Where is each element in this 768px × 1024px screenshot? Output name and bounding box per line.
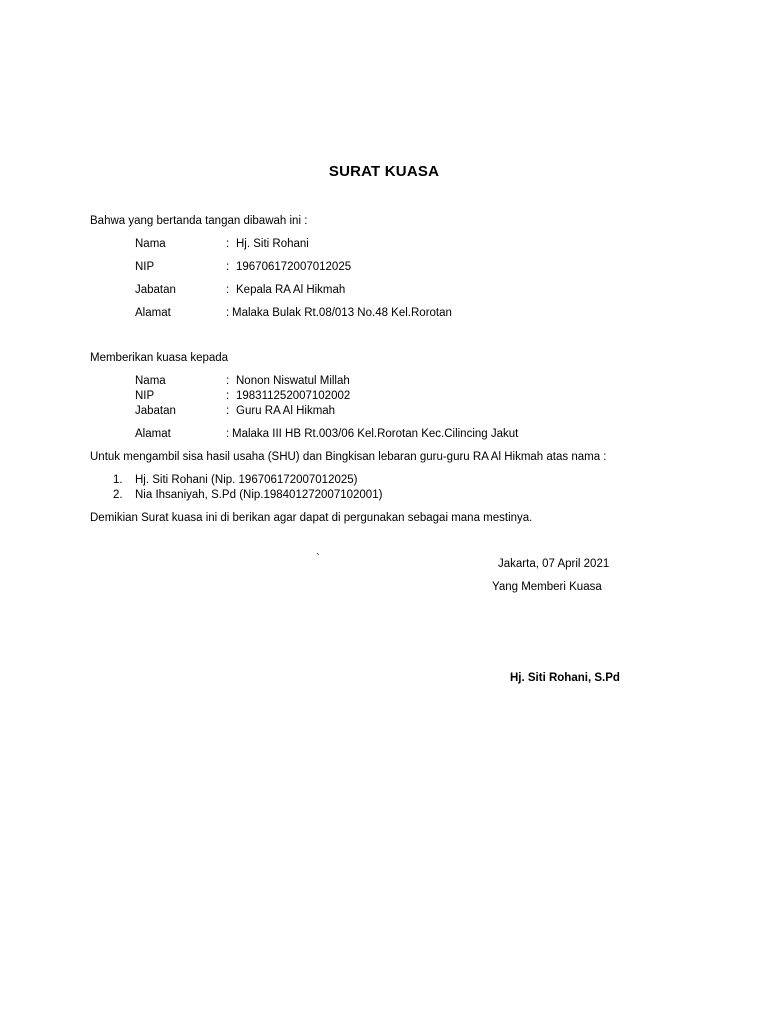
grantee-alamat-value: Malaka III HB Rt.003/06 Kel.Rorotan Kec.Cilincing Jakut xyxy=(232,428,519,440)
grantee-alamat-label: Alamat xyxy=(135,428,171,440)
grantee-jabatan-colon: : xyxy=(226,405,230,417)
grantee-nip-value: 198311252007102002 xyxy=(236,390,351,402)
grantee-nip-label: NIP xyxy=(135,390,155,402)
purpose-text: Untuk mengambil sisa hasil usaha (SHU) dan Bingkisan lebaran guru-guru RA Al Hikmah atas nama : xyxy=(90,451,607,463)
grantee-nip-colon: : xyxy=(226,390,230,402)
grantor-jabatan-label: Jabatan xyxy=(135,284,176,296)
list-item-number: 2. xyxy=(113,489,123,501)
grantor-nip-label: NIP xyxy=(135,261,155,273)
stray-mark: ` xyxy=(316,553,320,565)
grantor-nip-colon: : xyxy=(226,261,230,273)
grantor-name-value: Hj. Siti Rohani xyxy=(236,238,309,250)
grantor-alamat-value: Malaka Bulak Rt.08/013 No.48 Kel.Rorotan xyxy=(232,307,452,319)
grantee-jabatan-value: Guru RA Al Hikmah xyxy=(236,405,336,417)
signer-role: Yang Memberi Kuasa xyxy=(492,581,602,593)
list-item-text: Hj. Siti Rohani (Nip. 196706172007012025) xyxy=(135,474,358,486)
intro-text: Bahwa yang bertanda tangan dibawah ini : xyxy=(90,215,308,227)
grantee-name-colon: : xyxy=(226,375,230,387)
grantee-jabatan-label: Jabatan xyxy=(135,405,176,417)
grantor-alamat-colon: : xyxy=(226,307,230,319)
grantor-nip-value: 196706172007012025 xyxy=(236,261,352,273)
grantee-name-label: Nama xyxy=(135,375,166,387)
list-item-text: Nia Ihsaniyah, S.Pd (Nip.198401272007102001) xyxy=(135,489,383,501)
grantor-jabatan-colon: : xyxy=(226,284,230,296)
place-date: Jakarta, 07 April 2021 xyxy=(498,558,610,570)
grantee-alamat-colon: : xyxy=(226,428,230,440)
list-item-number: 1. xyxy=(113,474,123,486)
document-title: SURAT KUASA xyxy=(328,163,440,180)
closing-text: Demikian Surat kuasa ini di berikan agar dapat di pergunakan sebagai mana mestinya. xyxy=(90,512,533,524)
grantor-jabatan-value: Kepala RA Al Hikmah xyxy=(236,284,346,296)
grantor-name-colon: : xyxy=(226,238,230,250)
signer-name: Hj. Siti Rohani, S.Pd xyxy=(510,672,620,684)
grantee-name-value: Nonon Niswatul Millah xyxy=(236,375,350,387)
grant-intro-text: Memberikan kuasa kepada xyxy=(90,352,229,364)
grantor-name-label: Nama xyxy=(135,238,166,250)
grantor-alamat-label: Alamat xyxy=(135,307,171,319)
